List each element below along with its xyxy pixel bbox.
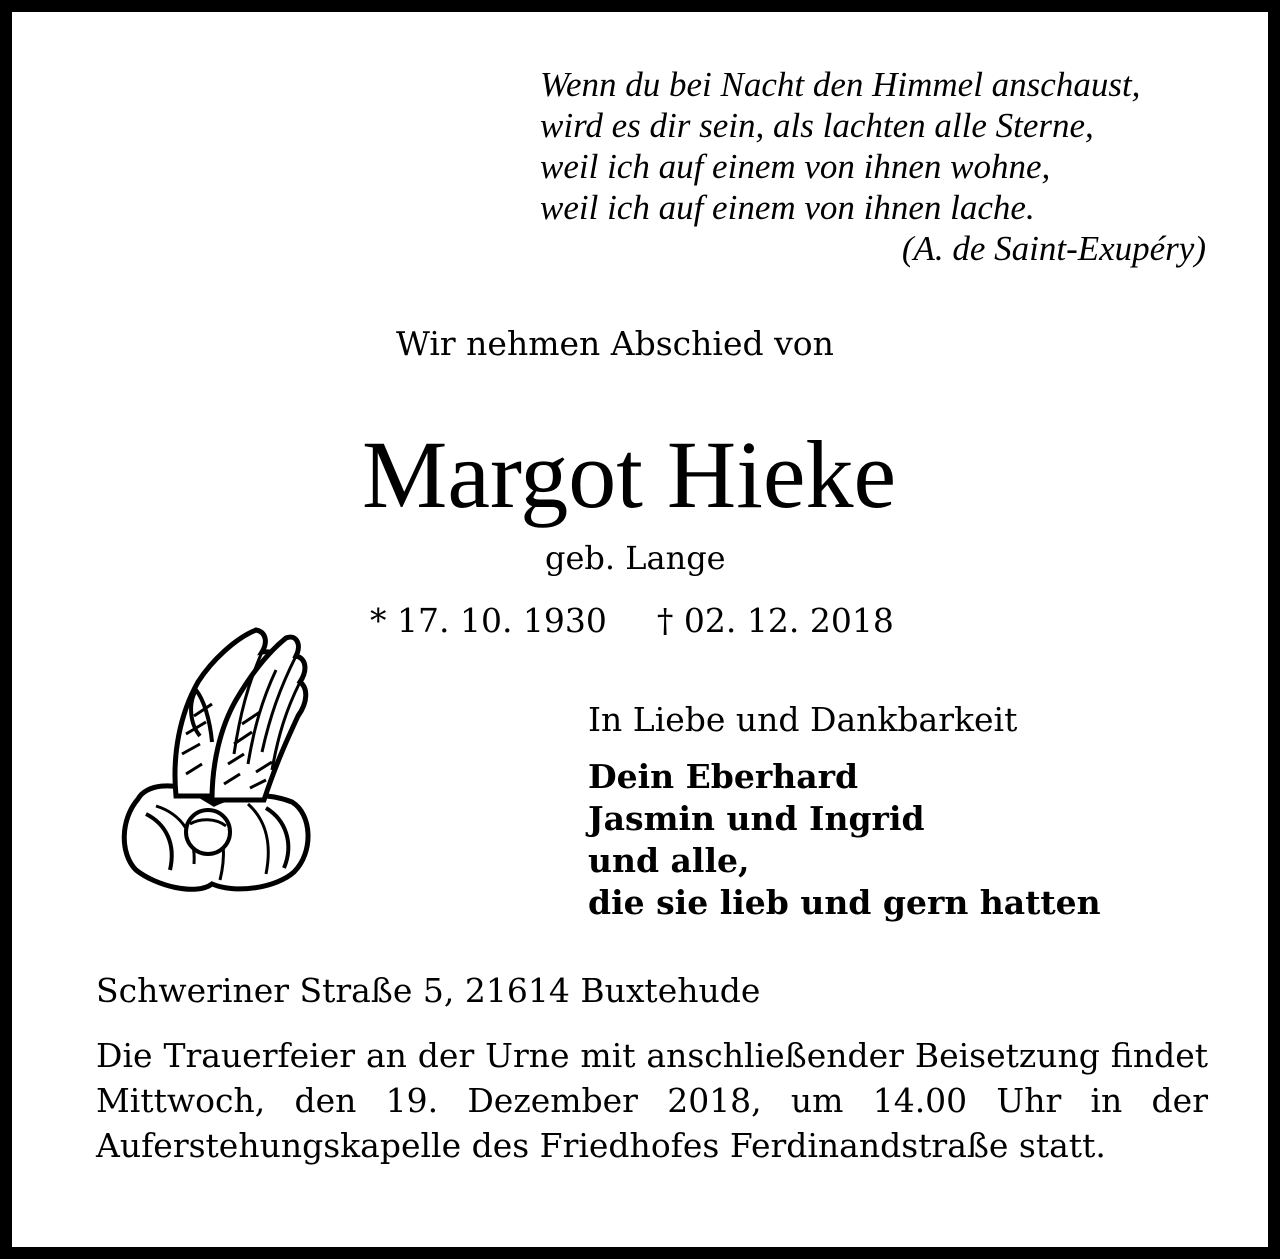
- birth-name: geb. Lange: [545, 539, 726, 577]
- quote-line: weil ich auf einem von ihnen lache.: [540, 188, 1035, 227]
- quote-line: weil ich auf einem von ihnen wohne,: [540, 147, 1051, 186]
- mourner-line: und alle,: [588, 841, 750, 880]
- service-info: Die Trauerfeier an der Urne mit anschließender Beisetzung findet Mittwoch, den 19. Dezember 2018, um 14.00 Uhr in der Auferstehungskapelle des Friedhofes Ferdinandstraße statt.: [96, 1036, 1208, 1165]
- mourners-list: [588, 756, 1101, 924]
- mourner-line: die sie lieb und gern hatten: [588, 883, 1101, 922]
- thanks-line: In Liebe und Dankbarkeit: [588, 700, 1018, 739]
- quote-line: Wenn du bei Nacht den Himmel anschaust,: [540, 65, 1141, 104]
- quote-author: (A. de Saint-Exupéry): [901, 229, 1206, 268]
- farewell-heading: Wir nehmen Abschied von: [396, 324, 834, 363]
- life-dates: [370, 598, 894, 644]
- mourner-line: Jasmin und Ingrid: [588, 799, 925, 838]
- address-line: Schweriner Straße 5, 21614 Buxtehude: [96, 971, 761, 1010]
- quote-block: [540, 64, 1220, 269]
- death-date: † 02. 12. 2018: [656, 601, 894, 640]
- birth-date: * 17. 10. 1930: [370, 601, 607, 640]
- praying-hands-icon: [116, 624, 316, 896]
- deceased-name: Margot Hieke: [362, 421, 897, 528]
- mourner-line: Dein Eberhard: [588, 757, 859, 796]
- quote-line: wird es dir sein, als lachten alle Sterne,: [540, 106, 1094, 145]
